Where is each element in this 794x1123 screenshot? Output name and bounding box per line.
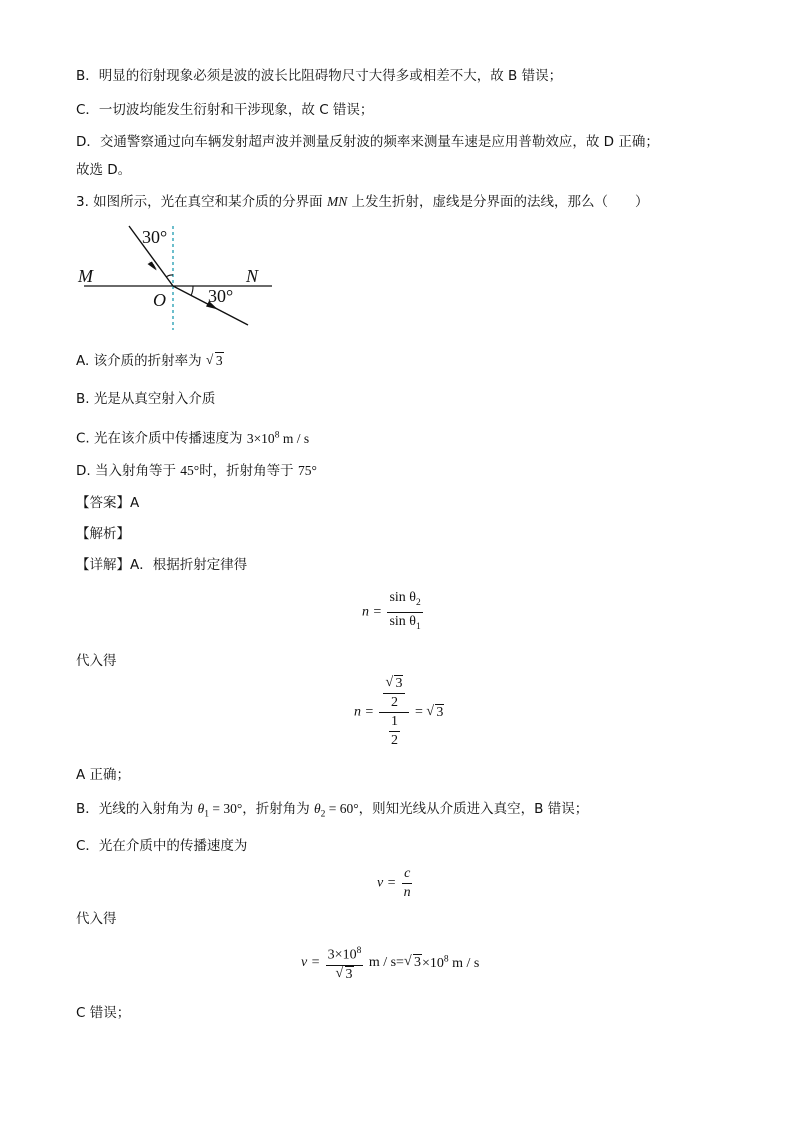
equation-snell-law: n = $\frac{\sin \theta_2}{\sin \theta_1}$	[362, 590, 421, 632]
top-angle-arc	[166, 275, 173, 277]
analysis-heading: 【解析】	[76, 526, 130, 542]
answer-line: 【答案】A	[76, 495, 140, 511]
label-n: N	[246, 266, 259, 286]
equation-speed: v = $\frac{c}{n}$	[377, 866, 411, 900]
choose-d-line: 故选 D。	[76, 162, 132, 178]
equation-speed-value: v = $3\times 10^8$ √ 3 m / s=√ $3\times 10^8$ m / s	[301, 943, 479, 983]
substitute-line-1: 代入得	[76, 653, 117, 669]
option-c-previous: C．一切波均能发生衍射和干涉现象，故 C 错误；	[76, 102, 374, 118]
option-d-previous: D．交通警察通过向车辆发射超声波并测量反射波的频率来测量车速是应用普勒效应，故 D 正确；	[76, 134, 659, 150]
substitute-line-2: 代入得	[76, 911, 117, 927]
angle-bottom-label: 30°	[208, 286, 234, 306]
question-3-stem: 3. 如图所示，光在真空和某介质的分界面 MN 上发生折射，虚线是分界面的法线，那么（ ）	[76, 194, 649, 210]
option-b: B. 光是从真空射入介质	[76, 391, 216, 407]
bottom-angle-arc	[191, 286, 193, 296]
c-speed-line: C．光在介质中的传播速度为	[76, 838, 248, 854]
equation-refractive-index: n = √ $\frac{\frac{3}{2}}{\frac{1}{2}}$ = √ 3	[354, 676, 444, 749]
mn-label: MN	[326, 194, 348, 209]
option-b-previous: B．明显的衍射现象必须是波的波长比阻碍物尺寸大得多或相差不大，故 B 错误；	[76, 68, 563, 84]
option-c: C. 光在该介质中传播速度为 $3\times 10^8$ m / s	[76, 430, 310, 447]
option-a: A. 该介质的折射率为 √ 3	[76, 352, 224, 370]
option-d: D. 当入射角等于 45°时，折射角等于 75°	[76, 463, 317, 479]
label-m: M	[78, 266, 93, 286]
c-wrong-line: C 错误；	[76, 1005, 131, 1021]
detail-a-line: 【详解】A．根据折射定律得	[76, 557, 248, 573]
b-explanation-line: B．光线的入射角为 $\theta_1 = 30^\circ$，折射角为 $\theta_2 = 60^\circ$，则知光线从介质进入真空，B 错误；	[76, 801, 589, 820]
a-correct-line: A 正确；	[76, 767, 131, 783]
label-o: O	[153, 290, 166, 310]
refraction-diagram	[72, 220, 282, 332]
angle-top-label: 30°	[142, 227, 168, 247]
